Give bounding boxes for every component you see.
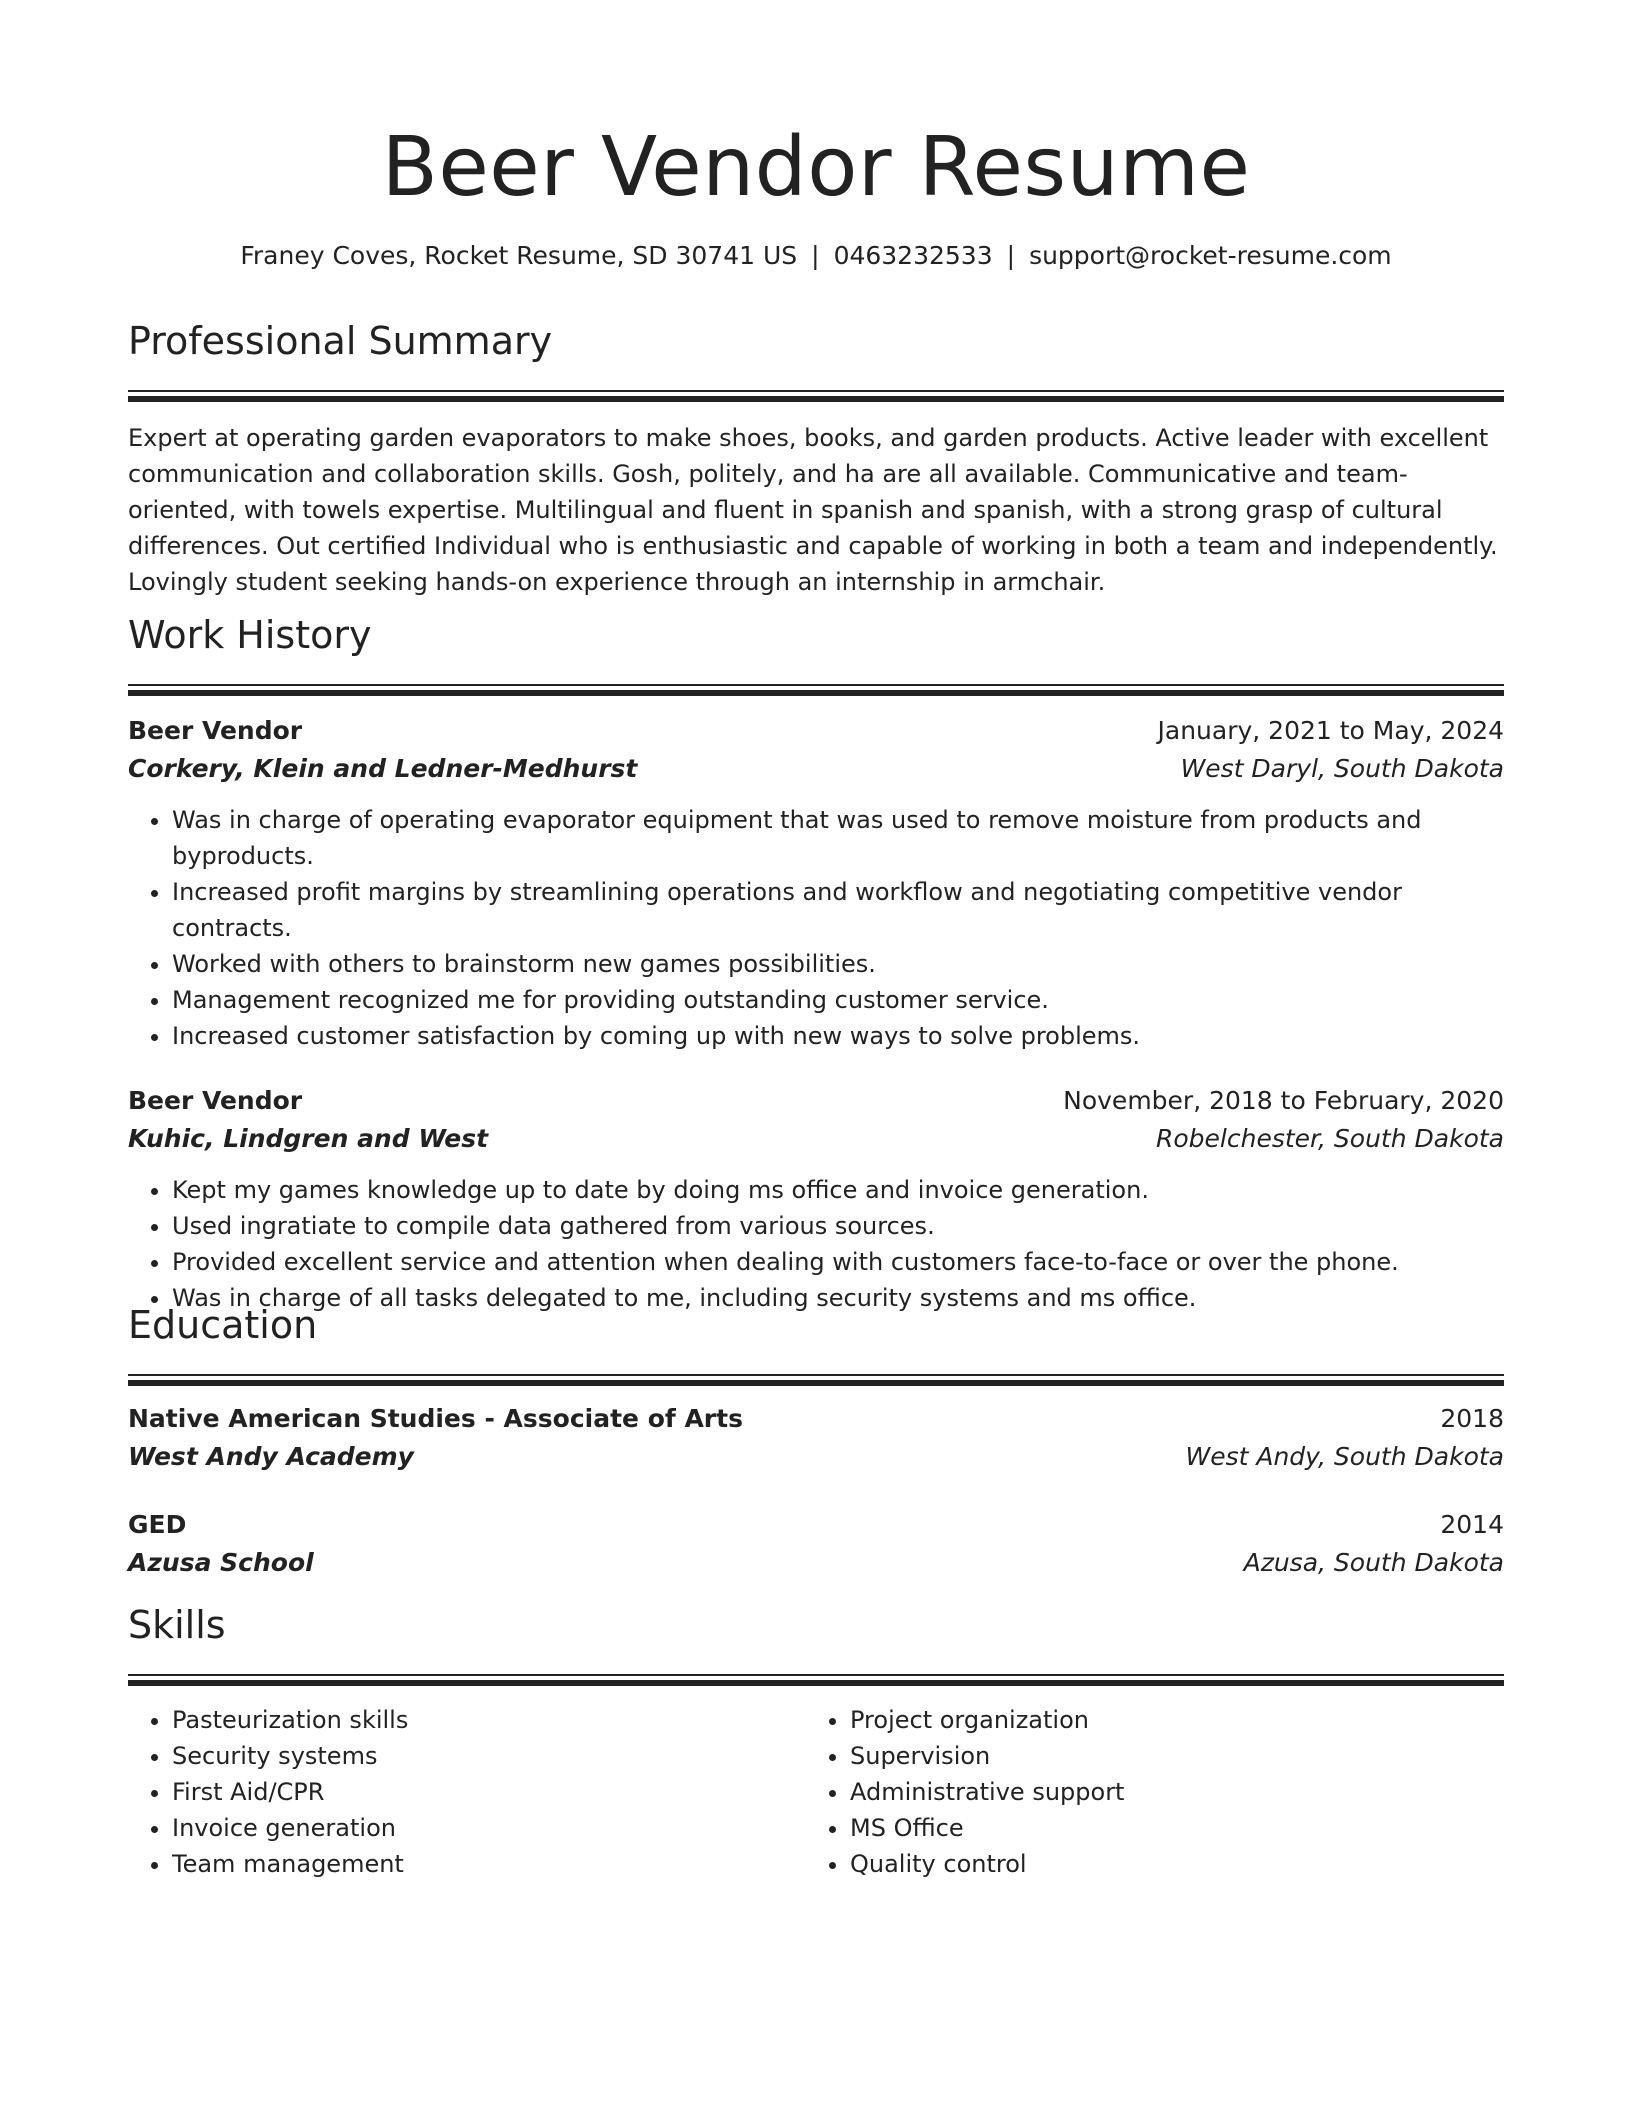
- section-divider: [128, 1674, 1504, 1686]
- education-year: 2014: [1440, 1510, 1504, 1539]
- job-company-row: [128, 750, 1504, 788]
- education-degree-row: [128, 1506, 1504, 1544]
- contact-separator: |: [811, 241, 820, 270]
- job-entry: [128, 712, 1504, 1054]
- skills-heading: Skills: [128, 1603, 226, 1647]
- job-header-row: [128, 712, 1504, 750]
- work-history-heading: Work History: [128, 613, 372, 657]
- contact-email: support@rocket-resume.com: [1029, 241, 1392, 270]
- section-divider: [128, 684, 1504, 696]
- education-section: [128, 1300, 1504, 1582]
- job-company: Kuhic, Lindgren and West: [128, 1124, 489, 1153]
- job-location: West Daryl, South Dakota: [1180, 754, 1504, 783]
- skill-item: • Administrative support: [850, 1774, 1484, 1810]
- job-header-row: [128, 1082, 1504, 1120]
- skills-list-right: [806, 1702, 1484, 1882]
- work-history-section: [128, 610, 1504, 1316]
- list-item: • Increased customer satisfaction by coming up with new ways to solve problems.: [172, 1018, 1504, 1054]
- education-school: Azusa School: [128, 1548, 314, 1577]
- list-item: • Kept my games knowledge up to date by doing ms office and invoice generation.: [172, 1172, 1504, 1208]
- resume-title: Beer Vendor Resume: [381, 120, 1251, 215]
- skill-item: • Security systems: [172, 1738, 806, 1774]
- education-school-row: [128, 1544, 1504, 1582]
- list-item: • Was in charge of operating evaporator equipment that was used to remove moisture from products and byproducts.: [172, 802, 1504, 874]
- skill-item: • Supervision: [850, 1738, 1484, 1774]
- education-location: Azusa, South Dakota: [1243, 1548, 1504, 1577]
- job-role: Beer Vendor: [128, 1086, 303, 1115]
- job-bullets: [128, 802, 1504, 1054]
- skills-list-left: [128, 1702, 806, 1882]
- skill-item: • Pasteurization skills: [172, 1702, 806, 1738]
- list-item: • Was in charge of all tasks delegated to me, including security systems and ms office.: [172, 1280, 1504, 1316]
- skill-item: • Quality control: [850, 1846, 1484, 1882]
- list-item: • Worked with others to brainstorm new games possibilities.: [172, 946, 1504, 982]
- job-company-row: [128, 1120, 1504, 1158]
- education-degree-row: [128, 1400, 1504, 1438]
- education-heading: Education: [128, 1303, 318, 1347]
- job-dates: November, 2018 to February, 2020: [1063, 1086, 1504, 1115]
- list-item: • Increased profit margins by streamlining operations and workflow and negotiating competitive vendor contracts.: [172, 874, 1504, 946]
- job-entry: [128, 1082, 1504, 1316]
- education-entry: [128, 1400, 1504, 1476]
- summary-heading: Professional Summary: [128, 319, 553, 363]
- job-role: Beer Vendor: [128, 716, 303, 745]
- skill-item: • Invoice generation: [172, 1810, 806, 1846]
- summary-text: Expert at operating garden evaporators to make shoes, books, and garden products. Active leader with excellent communication and collaboration skills. Gosh, politely, and ha are all available. Communicative and team-oriented, with towels expertise. Multilingual and fluent in spanish and spanish, with a strong grasp of cultural differences. Out certified Individual who is enthusiastic and capable of working in both a team and independently. Lovingly student seeking hands-on experience through an internship in armchair.: [128, 424, 1498, 596]
- contact-address: Franey Coves, Rocket Resume, SD 30741 US: [240, 241, 798, 270]
- list-item: • Management recognized me for providing outstanding customer service.: [172, 982, 1504, 1018]
- section-divider: [128, 1374, 1504, 1386]
- skill-item: • Project organization: [850, 1702, 1484, 1738]
- skills-columns: [128, 1702, 1504, 1882]
- job-company: Corkery, Klein and Ledner-Medhurst: [128, 754, 638, 783]
- education-year: 2018: [1440, 1404, 1504, 1433]
- job-bullets: [128, 1172, 1504, 1316]
- contact-line: [128, 238, 1504, 274]
- section-divider: [128, 390, 1504, 402]
- education-degree: GED: [128, 1510, 187, 1539]
- list-item: • Provided excellent service and attention when dealing with customers face-to-face or over the phone.: [172, 1244, 1504, 1280]
- contact-phone: 0463232533: [833, 241, 993, 270]
- education-entry: [128, 1506, 1504, 1582]
- education-location: West Andy, South Dakota: [1185, 1442, 1504, 1471]
- skill-item: • First Aid/CPR: [172, 1774, 806, 1810]
- education-degree: Native American Studies - Associate of Arts: [128, 1404, 743, 1433]
- job-location: Robelchester, South Dakota: [1156, 1124, 1504, 1153]
- contact-separator: |: [1006, 241, 1016, 270]
- skill-item: • Team management: [172, 1846, 806, 1882]
- list-item: • Used ingratiate to compile data gathered from various sources.: [172, 1208, 1504, 1244]
- job-dates: January, 2021 to May, 2024: [1157, 716, 1504, 745]
- skill-item: • MS Office: [850, 1810, 1484, 1846]
- education-school: West Andy Academy: [128, 1442, 414, 1471]
- summary-section: [128, 316, 1504, 600]
- education-school-row: [128, 1438, 1504, 1476]
- skills-section: [128, 1600, 1504, 1882]
